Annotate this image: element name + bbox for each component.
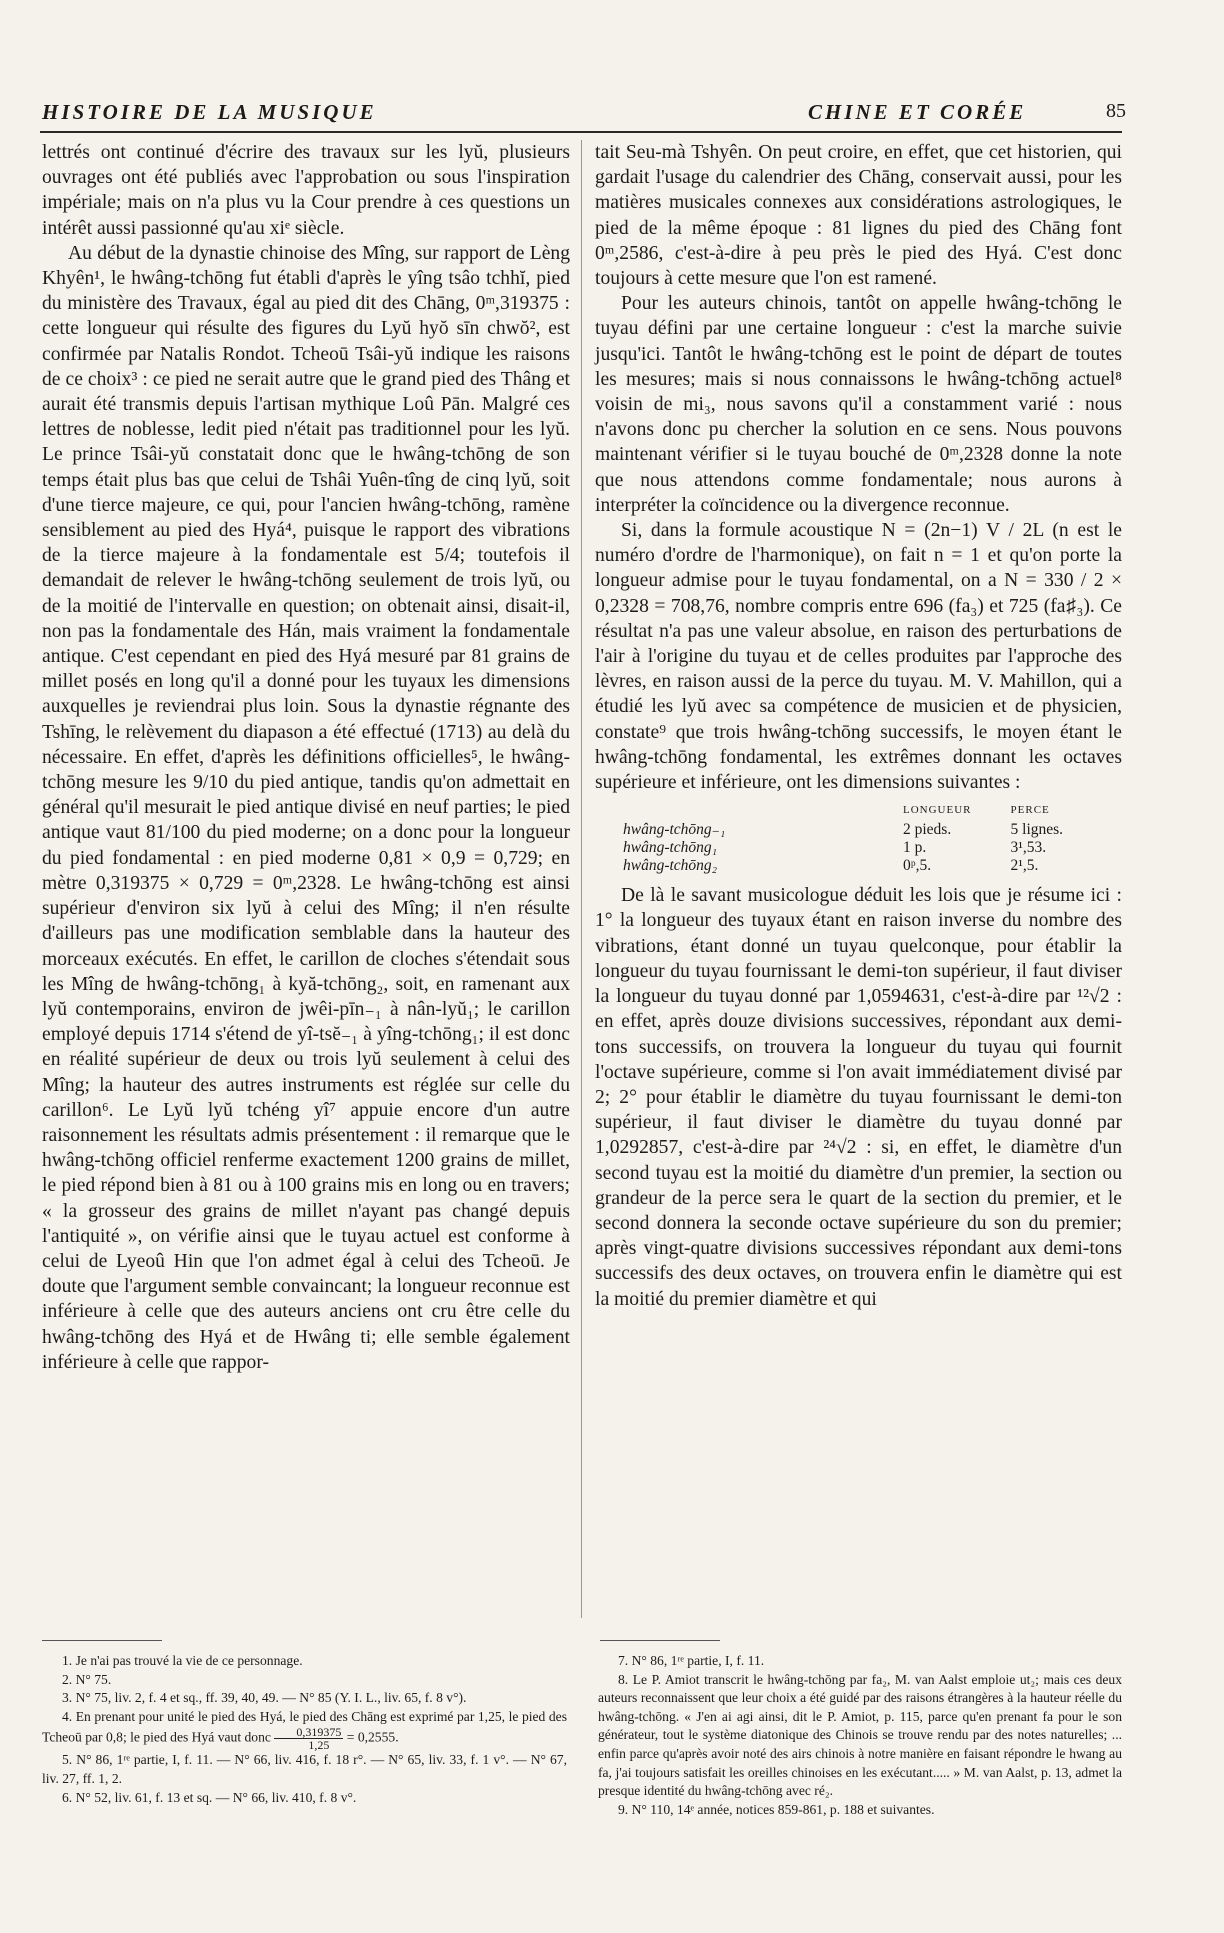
footnote: 2. N° 75. [62, 1671, 112, 1687]
table-row [623, 857, 1093, 875]
paragraph: Pour les auteurs chinois, tantôt on appelle hwâng-tchōng le tuyau défini par une certaine longueur : c'est la marche suivie jusqu'ici. Tantôt le hwâng-tchōng est le point de départ de toutes les mesures; mais si nous connaissons le hwâng-tchōng actuel⁸ voisin de mi₃, nous savons qu'il a constamment varié : nous n'avons donc pu chercher la solution en ce sens. Nous pouvons maintenant vérifier si le tuyau bouché de 0ᵐ,2328 donne la note que nous attendons comme fondamentale; nous aurons à interpréter la coïncidence ou la divergence reconnue. [595, 293, 1122, 516]
footnote: 5. N° 86, 1ʳᵉ partie, I, f. 11. — N° 66, liv. 416, f. 18 r°. — N° 65, liv. 33, f. 1 v°. — N° 67, liv. 27, ff. 1, 2. [42, 1752, 567, 1786]
row-longueur: 1 p. [903, 839, 927, 857]
footnote: 9. N° 110, 14ᵉ année, notices 859-861, p. 188 et suivantes. [618, 1801, 935, 1817]
row-longueur: 2 pieds. [903, 821, 952, 839]
col-header-longueur: LONGUEUR [903, 804, 972, 817]
right-column [595, 140, 1122, 1312]
row-perce: 2¹,5. [1010, 857, 1039, 875]
footnote-rule [42, 1640, 162, 1641]
row-name: hwâng-tchōng₁ [623, 839, 718, 857]
footnote-text: 4. En prenant pour unité le pied des Hyá, le pied des Chāng est exprimé par 1,25, le pied des Tcheoū par 0,8; le pied des Hyá vaut donc [42, 1708, 567, 1745]
footnotes-left [42, 1652, 567, 1807]
left-column [42, 140, 570, 1375]
column-divider [581, 140, 582, 1618]
running-head-left: HISTOIRE DE LA MUSIQUE [42, 100, 377, 124]
row-perce: 3¹,53. [1010, 839, 1047, 857]
fraction-result: = 0,2555. [346, 1730, 399, 1745]
fraction [274, 1726, 343, 1751]
row-perce: 5 lignes. [1010, 821, 1064, 839]
fraction-numerator: 0,319375 [274, 1726, 343, 1739]
table-row [623, 821, 1093, 839]
footnote: 8. Le P. Amiot transcrit le hwâng-tchōng par fa₂, M. van Aalst emploie ut₂; mais ces deux auteurs reconnaissent que leur choix a été guidé par des raisons étrangères à la hauteur réelle du hwâng-tchōng. « J'en ai agi ainsi, dit le P. Amiot, p. 115, parce qu'en prenant fa pour le son générateur, tout le système diatonique des Chinois se trouve rendu par des notes naturelles; ... enfin parce qu'après avoir noté des airs chinois à notre manière en faisant répondre le hwang au fa, j'ai toujours satisfait les oreilles chinoises en les exécutant..... » M. van Aalst, p. 13, admet la presque identité du hwâng-tchōng avec ré₂. [598, 1671, 1122, 1799]
footnotes-right [598, 1652, 1122, 1819]
footnote: 7. N° 86, 1ʳᵉ partie, I, f. 11. [618, 1653, 765, 1668]
footnote: 6. N° 52, liv. 61, f. 13 et sq. — N° 66, liv. 410, f. 8 v°. [62, 1789, 357, 1805]
row-name: hwâng-tchōng₂ [623, 857, 718, 875]
running-head-right: CHINE ET CORÉE [808, 100, 1027, 124]
footnote: 1. Je n'ai pas trouvé la vie de ce personnage. [62, 1653, 303, 1668]
fraction-denominator: 1,25 [308, 1738, 330, 1753]
footnote-rule [600, 1640, 720, 1641]
row-name: hwâng-tchōng₋₁ [623, 821, 726, 839]
page-number: 85 [1106, 100, 1126, 122]
footnote: 3. N° 75, liv. 2, f. 4 et sq., ff. 39, 40, 49. — N° 85 (Y. I. L., liv. 65, f. 8 v°). [62, 1690, 467, 1706]
col-header-perce: PERCE [1010, 804, 1050, 817]
table-row [623, 839, 1093, 857]
paragraph: lettrés ont continué d'écrire des travaux sur les lyŭ, plusieurs ouvrages ont été publiés avec l'approbation ou sous l'inspiration impériale; mais on n'a plus vu la Cour prendre à ces questions un intérêt aussi passionné qu'au xiᵉ siècle. [42, 142, 570, 239]
dimensions-table [623, 801, 1122, 875]
header-rule [40, 131, 1122, 133]
paragraph-formula: Si, dans la formule acoustique N = (2n−1) V / 2L (n est le numéro d'ordre de l'harmonique), on fait n = 1 et qu'on porte la longueur admise pour le tuyau fondamental, on a N = 330 / 2 × 0,2328 = 708,76, nombre compris entre 696 (fa₃) et 725 (fa♯₃). Ce résultat n'a pas une valeur absolue, en raison des perturbations de l'air à l'origine du tuyau et de celles produites par l'approche des lèvres, en raison aussi de la perce du tuyau. M. V. Mahillon, qui a étudié les lyŭ avec sa compétence de musicien et de physicien, constate⁹ que trois hwâng-tchōng successifs, le moyen étant le hwâng-tchōng fondamental, les extrêmes donnant les octaves supérieure et inférieure, ont les dimensions suivantes : [595, 520, 1122, 794]
paragraph: tait Seu-mà Tshyên. On peut croire, en effet, que cet historien, qui gardait l'usage du calendrier des Chāng, conservait aussi, pour les matières musicales connexes aux considérations astrologiques, le pied de la même époque : 81 lignes du pied des Chāng font 0ᵐ,2586, c'est-à-dire à peu près le pied des Hyá. C'est donc toujours à cette mesure que l'on est ramené. [595, 142, 1122, 290]
paragraph: De là le savant musicologue déduit les lois que je résume ici : 1° la longueur des tuyaux étant en raison inverse du nombre des vibrations, étant donné un tuyau quelconque, pour établir la longueur du tuyau fournissant le demi-ton supérieur, il faut diviser la longueur du tuyau donné par 1,0594631, c'est-à-dire par ¹²√2 : en effet, après douze divisions successives, répondant aux demi-tons successifs, on trouvera la longueur du tuyau qui fournit l'octave supérieure, comme si l'on avait immédiatement divisé par 2; 2° pour établir le diamètre du tuyau fournissant le demi-ton supérieur, il faut diviser le diamètre du tuyau donné par 1,0292857, c'est-à-dire par ²⁴√2 : si, en effet, le diamètre d'un second tuyau est la moitié du diamètre d'un premier, la section ou grandeur de la perce sera le quart de la section du premier, et le second donnera la seconde octave supérieure du son du premier; après vingt-quatre divisions successives répondant aux demi-tons successifs des deux octaves, on trouvera enfin le diamètre qui est la moitié du premier diamètre et qui [595, 885, 1122, 1310]
row-longueur: 0ᵖ,5. [903, 857, 932, 875]
footnote [42, 1708, 567, 1752]
paragraph: Au début de la dynastie chinoise des Mîng, sur rapport de Lèng Khyên¹, le hwâng-tchōng fut établi d'après le yîng tsâo tchhĭ, pied du ministère des Travaux, égal au pied dit des Chāng, 0ᵐ,319375 : cette longueur qui résulte des figures du Lyŭ hyŏ sīn chwŏ², est confirmée par Natalis Rondot. Tcheoū Tsâi-yŭ indique les raisons de ce choix³ : ce pied ne serait autre que le grand pied des Thâng et aurait été transmis depuis l'artisan mythique Loû Pān. Malgré ces lettres de noblesse, ledit pied n'était pas traditionnel pour les lyŭ. Le prince Tsâi-yŭ constatait donc que le hwâng-tchōng de son temps était plus bas que celui de Tshâi Yuên-tîng de cinq lyŭ, soit d'une tierce majeure, ce qui, pour l'ancien hwâng-tchōng, ramène sensiblement au pied des Hyá⁴, puisque le rapport des vibrations de la tierce majeure à la fondamentale est 5/4; toutefois il demandait de relever le hwâng-tchōng seulement de trois lyŭ, ou de la moitié de l'intervalle en question; on obtenait ainsi, disait-il, non pas la fondamentale des Hán, mais vraiment la fondamentale antique. C'est cependant en pied des Hyá mesuré par 81 grains de millet posés en long qu'il a donné pour les tuyaux les dimensions auxquelles je reviendrai plus loin. Sous la dynastie régnante des Tshīng, le relèvement du diapason a été effectué (1713) au delà du nécessaire. En effet, d'après les définitions officielles⁵, le hwâng-tchōng mesure les 9/10 du pied antique, tandis qu'on admettait en général qu'il mesurait le pied antique divisé en neuf parties; le pied antique vaut 81/100 du pied moderne; on a donc pour la longueur du pied fondamental : en pied moderne 0,81 × 0,9 = 0,729; en mètre 0,319375 × 0,729 = 0ᵐ,2328. Le hwâng-tchōng est ainsi supérieur d'environ six lyŭ à celui des Mîng; il n'en résulte d'ailleurs pas une modification semblable dans la hauteur des morceaux exécutés. En effet, le carillon de cloches s'étendait sous les Mîng de hwâng-tchōng₁ à kyă-tchōng₂, soit, en ramenant aux lyŭ contemporains, environ de jwêi-pīn₋₁ à nân-lyŭ₁; le carillon employé depuis 1714 s'étend de yî-tsĕ₋₁ à yîng-tchōng₁; il est donc en réalité supérieur de deux ou trois lyŭ seulement à celui des Mîng; la hauteur des autres instruments est réglée sur celle du carillon⁶. Le Lyŭ lyŭ tchéng yî⁷ appuie encore d'un autre raisonnement les résultats admis présentement : il remarque que le hwâng-tchōng officiel renferme exactement 1200 grains de millet, le pied répond bien à 81 ou à 100 grains mis en long ou en travers; « la grosseur des grains de millet n'ayant pas changé depuis l'antiquité », on vérifie ainsi que le tuyau actuel est conforme à celui de Lyeoû Hin que l'on admet égal à celui des Tcheoū. Je doute que l'argument semble convaincant; la longueur reconnue est inférieure à celle que des auteurs anciens ont cru être celle du hwâng-tchōng des Hyá et de Hwâng ti; elle semble également inférieure à celle que rappor- [42, 242, 570, 1373]
